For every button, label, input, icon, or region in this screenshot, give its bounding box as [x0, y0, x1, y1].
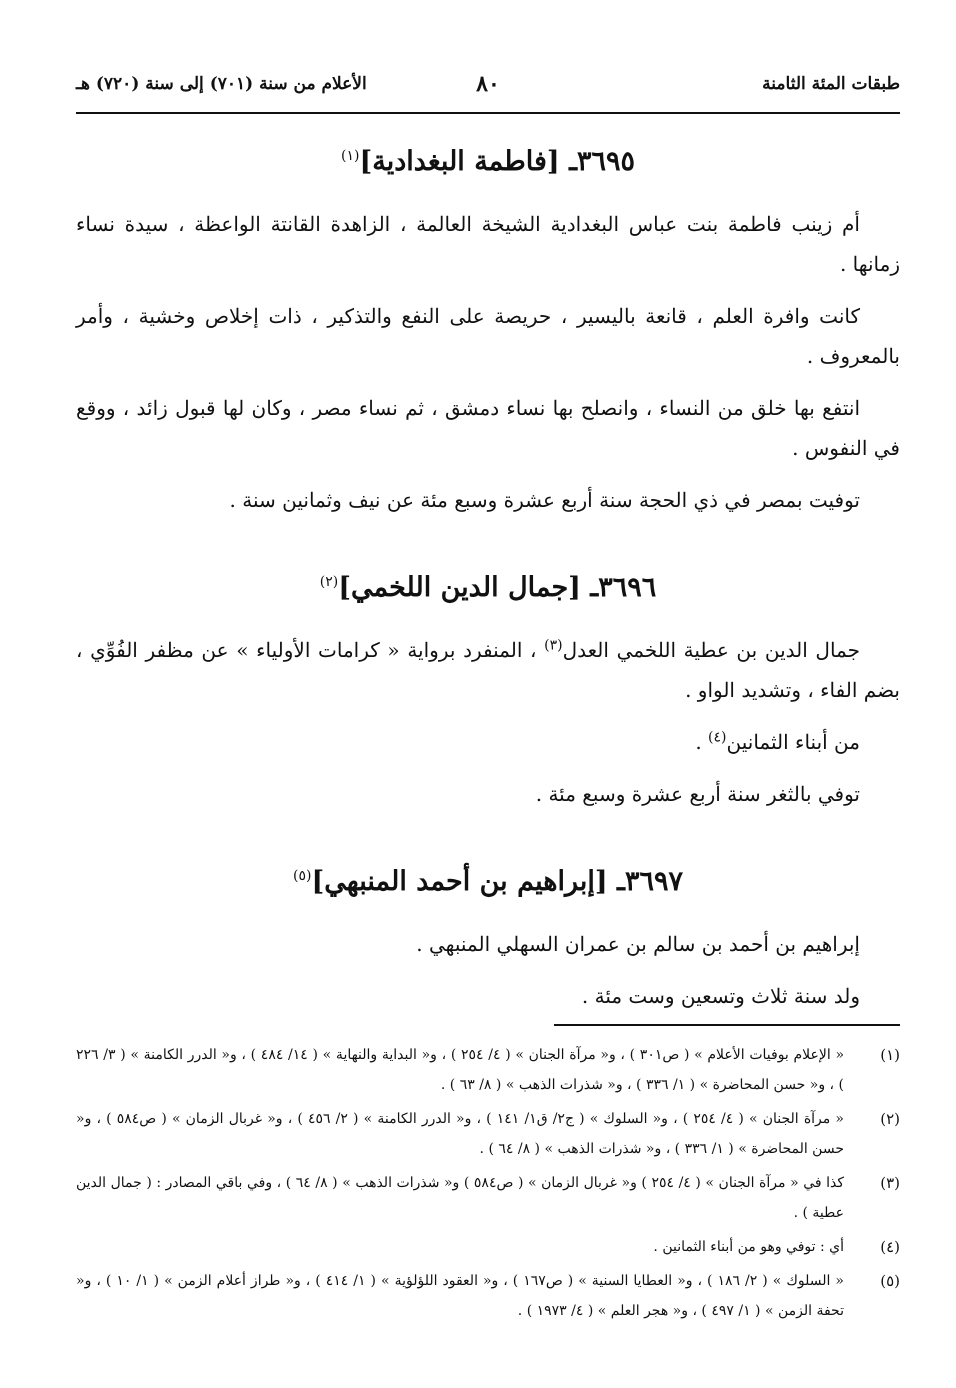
footnote-number: (٥)	[880, 1272, 900, 1290]
footnote-text: كذا في « مرآة الجنان » ( ٤/ ٢٥٤ ) و« غربال الزمان » ( ص٥٨٤ ) و« شذرات الذهب » ( ٨/ ٦٤ ) ، وفي باقي المصادر : ( جمال الدين عطية ) .	[76, 1175, 845, 1221]
paragraph-text: .	[695, 730, 709, 754]
footnote-marker: (٢)	[319, 574, 339, 590]
header-section-title: طبقات المئة الثامنة	[762, 74, 900, 94]
paragraph-text: من أبناء الثمانين	[726, 730, 860, 754]
entry-title	[76, 568, 900, 608]
entry-title-text: ٣٦٩٥ـ [فاطمة البغدادية]	[359, 146, 636, 177]
footnote-number: (٣)	[880, 1174, 900, 1192]
header-range-title: الأعلام من سنة (٧٠١) إلى سنة (٧٢٠) هـ	[76, 74, 367, 94]
paragraph: توفيت بمصر في ذي الحجة سنة أربع عشرة وسبع مئة عن نيف وثمانين سنة .	[229, 488, 860, 512]
footnote	[76, 1232, 900, 1262]
paragraph: كانت وافرة العلم ، قانعة باليسير ، حريصة على النفع والتذكير ، ذات إخلاص وخشية ، وأمر بالمعروف .	[76, 304, 900, 368]
paragraph-text: جمال الدين بن عطية اللخمي العدل	[562, 638, 860, 662]
paragraph-text: ، المنفرد برواية « كرامات الأولياء » عن مظفر الفُوِّي ، بضم الفاء ، وتشديد الواو .	[76, 638, 900, 702]
entry-title	[76, 142, 900, 182]
footnote-number: (٤)	[880, 1238, 900, 1256]
footnote-number: (٢)	[880, 1110, 900, 1128]
footnote	[76, 1266, 900, 1326]
footnote-marker: (١)	[340, 148, 360, 164]
footnote-divider	[554, 1024, 900, 1026]
page-number: ٨٠	[476, 71, 500, 97]
footnote	[76, 1104, 900, 1164]
footnote-text: أي : توفي وهو من أبناء الثمانين .	[653, 1239, 844, 1255]
running-header	[76, 71, 900, 104]
paragraph	[76, 722, 900, 762]
paragraph	[76, 630, 900, 710]
footnote-marker: (٤)	[708, 729, 727, 746]
footnotes	[76, 1040, 900, 1330]
paragraph: إبراهيم بن أحمد بن سالم بن عمران السهلي المنبهي .	[416, 932, 860, 956]
header-divider	[76, 112, 900, 114]
entry-title-text: ٣٦٩٧ـ [إبراهيم بن أحمد المنبهي]	[311, 866, 683, 897]
entry-title-text: ٣٦٩٦ـ [جمال الدين اللخمي]	[338, 572, 657, 603]
paragraph: توفي بالثغر سنة أربع عشرة وسبع مئة .	[535, 782, 860, 806]
paragraph: ولد سنة ثلاث وتسعين وست مئة .	[581, 984, 860, 1008]
footnote-text: « الإعلام بوفيات الأعلام » ( ص٣٠١ ) ، و« مرآة الجنان » ( ٤/ ٢٥٤ ) ، و« البداية والنهاية » ( ١٤/ ٤٨٤ ) ، و« الدرر الكامنة » ( ٣/ ٢٢٦ ) ، و« حسن المحاضرة » ( ١/ ٣٣٦ ) ، و« شذرات الذهب » ( ٨/ ٦٣ ) .	[76, 1047, 845, 1093]
footnote-marker: (٣)	[544, 637, 563, 654]
main-text	[76, 142, 900, 1028]
entry-spacer	[76, 532, 900, 568]
paragraph: أم زينب فاطمة بنت عباس البغدادية الشيخة العالمة ، الزاهدة القانتة الواعظة ، سيدة نساء زمانها .	[76, 212, 900, 276]
footnote-number: (١)	[880, 1046, 900, 1064]
footnote-marker: (٥)	[293, 868, 312, 884]
paragraph: انتفع بها خلق من النساء ، وانصلح بها نساء دمشق ، ثم نساء مصر ، وكان لها قبول زائد ، ووقع في النفوس .	[76, 396, 900, 460]
footnote	[76, 1168, 900, 1228]
footnote-text: « السلوك » ( ٢/ ١٨٦ ) ، و« العطايا السنية » ( ص١٦٧ ) ، و« العقود اللؤلؤية » ( ١/ ٤١٤ ) ، و« طراز أعلام الزمن » ( ١/ ١٠ ) ، و« تحفة الزمن » ( ١/ ٤٩٧ ) ، و« هجر العلم » ( ٤/ ١٩٧٣ ) .	[76, 1273, 844, 1319]
entry-title	[76, 862, 900, 902]
footnote	[76, 1040, 900, 1100]
entry-spacer	[76, 826, 900, 862]
footnote-text: « مرآة الجنان » ( ٤/ ٢٥٤ ) ، و« السلوك » ( ج٢/ ق١/ ١٤١ ) ، و« الدرر الكامنة » ( ٢/ ٤٥٦ ) ، و« غربال الزمان » ( ص٥٨٤ ) ، و« حسن المحاضرة » ( ١/ ٣٣٦ ) ، و« شذرات الذهب » ( ٨/ ٦٤ ) .	[76, 1111, 844, 1157]
